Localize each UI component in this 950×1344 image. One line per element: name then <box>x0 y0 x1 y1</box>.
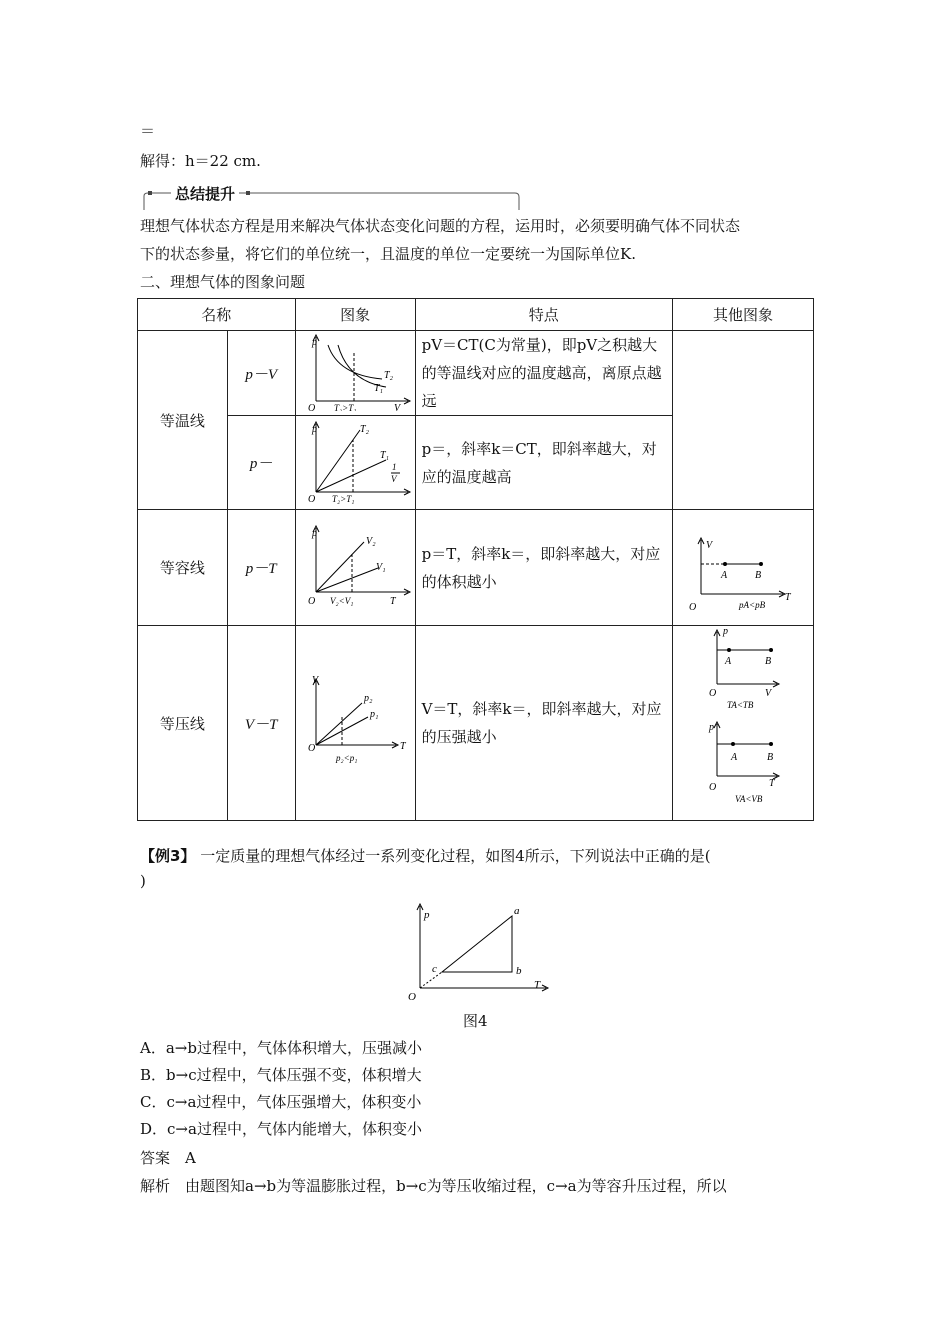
svg-text:p: p <box>311 337 317 348</box>
svg-text:p₂<p₁: p₂<p₁ <box>335 753 357 763</box>
svg-text:p: p <box>708 722 714 733</box>
svg-text:pA<pB: pA<pB <box>738 599 766 610</box>
svg-text:O: O <box>307 493 315 504</box>
isochoric-label: p－T <box>227 510 295 626</box>
header-other: 其他图象 <box>672 299 813 331</box>
option-d: D．c→a过程中，气体内能增大，体积变小 <box>140 1120 422 1138</box>
svg-text:T₂>T₁: T₂>T₁ <box>333 403 356 411</box>
example-question-text: 一定质量的理想气体经过一系列变化过程，如图4所示，下列说法中正确的是( <box>200 847 711 865</box>
isochoric-other-graph <box>672 510 813 626</box>
svg-text:O: O <box>708 782 717 793</box>
options-list <box>140 1037 422 1145</box>
svg-text:T: T <box>768 778 775 789</box>
isobaric-name: 等压线 <box>138 626 228 821</box>
svg-text:V₁: V₁ <box>375 561 386 573</box>
svg-text:T: T <box>389 595 396 607</box>
header-graph: 图象 <box>295 299 415 331</box>
figure-4 <box>404 900 554 1004</box>
isotherm-p1v-graph <box>295 416 415 510</box>
svg-text:V: V <box>311 675 318 686</box>
isotherm-other-empty <box>672 331 813 510</box>
summary-text-2: 下的状态参量，将它们的单位统一，且温度的单位一定要统一为国际单位K. <box>140 245 636 263</box>
section-heading: 二、理想气体的图象问题 <box>140 273 306 291</box>
svg-text:O: O <box>307 595 315 607</box>
svg-text:a: a <box>514 905 520 917</box>
svg-text:T: T <box>534 979 541 991</box>
header-name: 名称 <box>138 299 296 331</box>
option-c: C．c→a过程中，气体压强增大，体积变小 <box>140 1093 422 1111</box>
example-tag: 【例3】 <box>140 847 196 865</box>
svg-text:B: B <box>754 569 762 581</box>
graph-table <box>137 298 814 821</box>
isobaric-other-graphs <box>672 626 813 821</box>
svg-text:T₂: T₂ <box>383 370 393 381</box>
svg-text:B: B <box>764 656 772 667</box>
svg-text:c: c <box>432 963 437 975</box>
answer-line: 答案 A <box>140 1149 196 1167</box>
svg-text:O: O <box>307 403 315 411</box>
isotherm-p1v-label: p－ <box>249 456 273 472</box>
svg-text:O: O <box>688 601 697 613</box>
svg-text:1: 1 <box>391 461 397 472</box>
isochoric-feature: p＝T，斜率k＝，即斜率越大，对应的体积越小 <box>415 510 672 626</box>
equals-sign: ＝ <box>140 122 156 140</box>
option-b: B．b→c过程中，气体压强不变，体积增大 <box>140 1066 422 1084</box>
isotherm-pv-label: p－V <box>227 331 295 416</box>
svg-text:p₁: p₁ <box>369 709 379 720</box>
svg-text:T₂>T₁: T₂>T₁ <box>331 493 354 504</box>
isotherm-name: 等温线 <box>138 331 228 510</box>
svg-text:A: A <box>720 569 728 581</box>
svg-text:T₂: T₂ <box>359 423 369 435</box>
svg-text:V₂: V₂ <box>365 535 376 547</box>
svg-text:p: p <box>311 527 317 539</box>
header-feature: 特点 <box>415 299 672 331</box>
svg-text:B: B <box>766 752 774 763</box>
svg-text:A: A <box>730 752 738 763</box>
isobaric-feature: V＝T，斜率k＝，即斜率越大，对应的压强越小 <box>415 626 672 821</box>
svg-text:T: T <box>784 591 791 603</box>
isotherm-p1v-feature: p＝，斜率k＝CT，即斜率越大，对应的温度越高 <box>415 416 672 510</box>
svg-text:O: O <box>708 688 717 699</box>
svg-text:p₂: p₂ <box>363 693 373 704</box>
example-question <box>140 845 711 867</box>
isotherm-pv-feature: pV＝CT(C为常量)，即pV之积越大的等温线对应的温度越高，离原点越远 <box>415 331 672 416</box>
summary-text-1: 理想气体状态方程是用来解决气体状态变化问题的方程，运用时，必须要明确气体不同状态 <box>140 217 741 235</box>
svg-text:p: p <box>424 909 430 921</box>
svg-text:TA<TB: TA<TB <box>726 700 754 710</box>
svg-text:T: T <box>399 741 406 752</box>
solution-line: 解得：h＝22 cm. <box>140 152 261 170</box>
svg-text:V: V <box>705 539 713 551</box>
svg-text:V: V <box>393 403 400 411</box>
isotherm-pv-graph <box>295 331 415 416</box>
svg-text:p: p <box>722 626 728 637</box>
isochoric-name: 等容线 <box>138 510 228 626</box>
svg-text:O: O <box>408 991 416 1003</box>
svg-text:A: A <box>724 656 732 667</box>
svg-text:p: p <box>311 423 317 435</box>
isochoric-graph <box>295 510 415 626</box>
svg-text:V₂<V₁: V₂<V₁ <box>329 595 353 606</box>
example-question-end: ) <box>140 872 146 890</box>
option-a: A．a→b过程中，气体体积增大，压强减小 <box>140 1039 422 1057</box>
isotherm-p1v-label-cell <box>227 416 295 510</box>
svg-text:O: O <box>307 743 315 754</box>
analysis-line: 解析 由题图知a→b为等温膨胀过程，b→c为等压收缩过程，c→a为等容升压过程，所以 <box>140 1177 727 1195</box>
isobaric-label: V－T <box>227 626 295 821</box>
svg-text:T₁: T₁ <box>379 449 389 461</box>
svg-text:VA<VB: VA<VB <box>734 794 763 804</box>
summary-title: 总结提升 <box>171 183 239 204</box>
svg-text:T₁: T₁ <box>373 383 383 394</box>
svg-text:V: V <box>764 688 772 699</box>
svg-text:V: V <box>390 473 397 484</box>
svg-text:b: b <box>516 965 522 977</box>
figure-caption: 图4 <box>463 1012 488 1030</box>
isobaric-graph <box>295 626 415 821</box>
